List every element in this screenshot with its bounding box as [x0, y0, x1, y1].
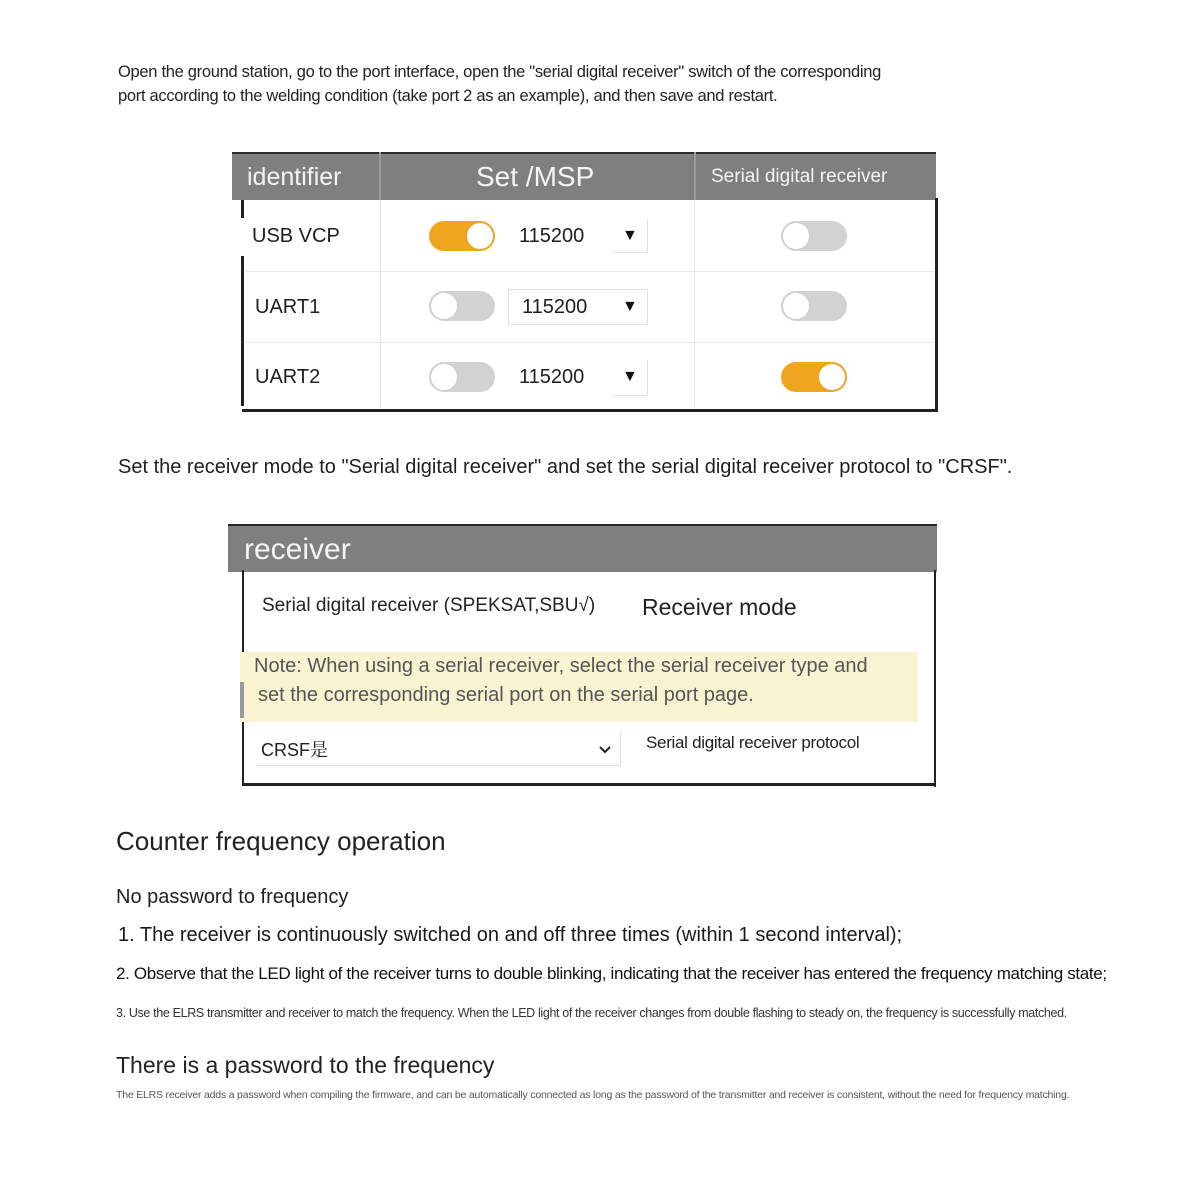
header-serial-digital-receiver: Serial digital receiver — [711, 166, 888, 187]
subsection-title-password: There is a password to the frequency — [116, 1052, 495, 1078]
receiver-mode-select[interactable]: Serial digital receiver (SPEKSAT,SBU√) — [262, 595, 596, 616]
table-border-left — [241, 200, 244, 218]
subsection-title-no-password: No password to frequency — [116, 886, 349, 908]
port-identifier: UART1 — [255, 296, 321, 318]
header-set-msp: Set /MSP — [476, 161, 595, 192]
table-border-bottom — [242, 409, 937, 412]
note-accent-bar — [240, 682, 244, 718]
serial-receiver-toggle[interactable] — [781, 362, 847, 392]
note-line-2: set the corresponding serial port on the serial port page. — [258, 684, 754, 706]
step-item-1: 1. The receiver is continuously switched on and off three times (within 1 second interval); — [118, 924, 903, 946]
triangle-down-icon[interactable]: ▼ — [622, 227, 638, 244]
table-border-left — [241, 256, 244, 406]
baud-rate-select[interactable]: 115200 — [519, 225, 585, 247]
toggle-knob — [783, 223, 809, 249]
toggle-knob — [783, 293, 809, 319]
protocol-select[interactable] — [256, 732, 621, 766]
baud-rate-value: 115200 — [522, 296, 588, 318]
note-text — [254, 652, 914, 710]
receiver-mode-label: Receiver mode — [642, 594, 797, 620]
serial-receiver-toggle[interactable] — [781, 221, 847, 251]
intro-text — [118, 60, 998, 108]
protocol-label: Serial digital receiver protocol — [646, 733, 860, 752]
ports-table — [232, 152, 936, 412]
baud-rate-select[interactable]: 115200 — [519, 366, 585, 388]
password-paragraph: The ELRS receiver adds a password when compiling the firmware, and can be automatically connected as long as the password of the transmitter and receiver is consistent, without the need for frequency matching. — [116, 1089, 1070, 1101]
toggle-knob — [467, 223, 493, 249]
section-title: Counter frequency operation — [116, 826, 446, 856]
step-item-2: 2. Observe that the LED light of the receiver turns to double blinking, indicating that the receiver has entered the frequency matching state; — [116, 964, 1107, 983]
serial-receiver-toggle[interactable] — [781, 291, 847, 321]
protocol-select-value: CRSF是 — [261, 740, 328, 760]
row-divider — [246, 342, 934, 343]
receiver-panel — [228, 524, 938, 787]
panel-border-bottom — [242, 783, 936, 786]
header-identifier: identifier — [247, 163, 342, 191]
table-border-right — [935, 198, 938, 412]
msp-toggle[interactable] — [429, 291, 495, 321]
panel-border-left — [242, 722, 244, 786]
instruction-step-2: Set the receiver mode to "Serial digital receiver" and set the serial digital receiver protocol to "CRSF". — [118, 456, 1013, 478]
triangle-down-icon[interactable]: ▼ — [622, 368, 638, 385]
receiver-panel-title: receiver — [244, 533, 351, 566]
toggle-knob — [431, 293, 457, 319]
column-divider — [694, 200, 695, 410]
port-identifier: USB VCP — [252, 225, 340, 247]
header-divider — [694, 152, 696, 200]
toggle-knob — [819, 364, 845, 390]
intro-line-1: Open the ground station, go to the port interface, open the "serial digital receiver" switch of the corresponding — [118, 63, 881, 81]
msp-toggle[interactable] — [429, 221, 495, 251]
intro-line-2: port according to the welding condition (take port 2 as an example), and then save and restart. — [118, 87, 778, 105]
chevron-down-icon — [598, 745, 612, 755]
note-line-1: Note: When using a serial receiver, select the serial receiver type and — [254, 655, 868, 677]
note-box — [240, 652, 918, 722]
header-divider — [379, 152, 381, 200]
toggle-knob — [431, 364, 457, 390]
step-item-3: 3. Use the ELRS transmitter and receiver to match the frequency. When the LED light of the receiver changes from double flashing to steady on, the frequency is successfully matched. — [116, 1006, 1067, 1020]
ports-table-header — [232, 152, 936, 200]
triangle-down-icon[interactable]: ▼ — [622, 298, 638, 315]
receiver-panel-header — [228, 524, 937, 572]
column-divider — [380, 200, 381, 410]
panel-border-right — [934, 570, 936, 787]
msp-toggle[interactable] — [429, 362, 495, 392]
port-identifier: UART2 — [255, 366, 321, 388]
row-divider — [246, 271, 934, 272]
